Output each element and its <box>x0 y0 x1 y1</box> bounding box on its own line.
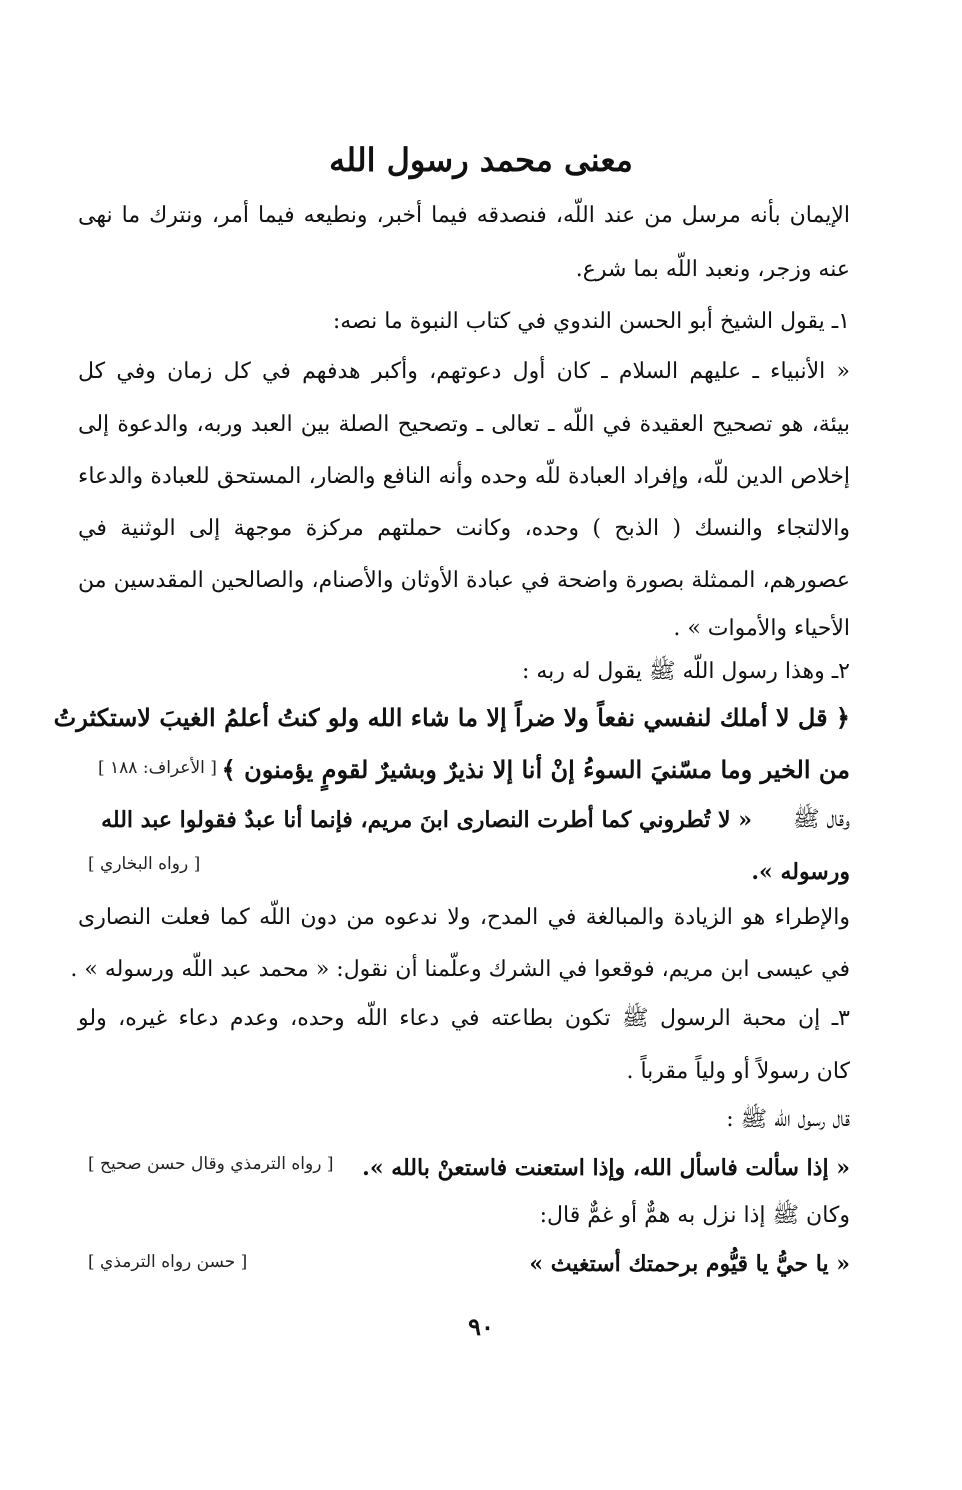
section3-when: وكان ﷺ إذا نزل به همٌّ أو غمٌّ قال: <box>539 1203 850 1228</box>
section3-said: قال رسول اللّه ﷺ : <box>726 1107 850 1132</box>
quote-line-2: بيئة، هو تصحيح العقيدة في اللّه ـ تعالى ـ وتصحيح الصلة بين العبد وربه، والدعوة إلى <box>78 412 850 437</box>
section2-heading: ٢ـ وهذا رسول اللّه ﷺ يقول له ربه : <box>521 659 850 684</box>
quote-line-5: عصورهم، الممثلة بصورة واضحة في عبادة الأوثان والأصنام، والصالحين المقدسين من <box>78 568 850 593</box>
explain-line-2: في عيسى ابن مريم، فوقعوا في الشرك وعلّمنا أن نقول: « محمد عبد اللّه ورسوله » . <box>70 957 850 982</box>
explain-line-1: والإطراء هو الزيادة والمبالغة في المدح، ولا ندعوه من دون اللّه كما فعلت النصارى <box>78 905 850 930</box>
hadith-line-2: ورسوله ». <box>751 859 850 885</box>
section3-line-2: كان رسولاً أو ولياً مقرباً . <box>626 1059 850 1084</box>
intro-line-2: عنه وزجر، ونعبد اللّه بما شرع. <box>575 257 850 282</box>
hadith-intro: وقال ﷺ <box>792 807 850 832</box>
quote-line-4: والالتجاء والنسك ( الذبح ) وحده، وكانت حملتهم مركزة موجهة إلى الوثنية في <box>78 516 850 541</box>
verse-line-1: ﴿ قل لا أملك لنفسي نفعاً ولا ضراً إلا ما شاء الله ولو كنتُ أعلمُ الغيبَ لاستكثرتُ <box>53 703 850 732</box>
intro-line-1: الإيمان بأنه مرسل من عند اللّه، فنصدقه فيما أخبر، ونطيعه فيما أمر، ونترك ما نهى <box>78 203 850 228</box>
verse-line-2: من الخير وما مسّنيَ السوءُ إنْ أنا إلا نذيرٌ وبشيرٌ لقومٍ يؤمنون ﴾ <box>221 755 850 784</box>
verse-reference: [ الأعراف: ١٨٨ ] <box>98 758 217 778</box>
dua-reference: [ حسن رواه الترمذي ] <box>88 1252 248 1272</box>
quote-line-6: الأحياء والأموات » . <box>673 616 850 641</box>
hadith-ask-reference: [ رواه الترمذي وقال حسن صحيح ] <box>88 1154 334 1174</box>
quote-line-3: إخلاص الدين للّه، وإفراد العبادة للّه وحده وأنه النافع والضار، المستحق للعبادة والدعاء <box>78 464 850 489</box>
page-number: ٩٠ <box>468 1312 494 1341</box>
page-title: معنى محمد رسول الله <box>329 141 633 179</box>
section1-heading: ١ـ يقول الشيخ أبو الحسن الندوي في كتاب النبوة ما نصه: <box>332 309 850 334</box>
section3-line-1: ٣ـ إن محبة الرسول ﷺ تكون بطاعته في دعاء اللّه وحده، وعدم دعاء غيره، ولو <box>78 1006 850 1031</box>
dua-text: « يا حيُّ يا قيُّوم برحمتك أستغيث » <box>529 1251 850 1277</box>
hadith-ask: « إذا سألت فاسأل الله، وإذا استعنت فاستعنْ بالله ». <box>362 1155 850 1181</box>
hadith-reference: [ رواه البخاري ] <box>88 854 201 874</box>
hadith-line-1: « لا تُطروني كما أطرت النصارى ابنَ مريم، فإنما أنا عبدٌ فقولوا عبد الله <box>101 807 752 833</box>
quote-line-1: « الأنبياء ـ عليهم السلام ـ كان أول دعوتهم، وأكبر هدفهم في كل زمان وفي كل <box>78 359 850 384</box>
